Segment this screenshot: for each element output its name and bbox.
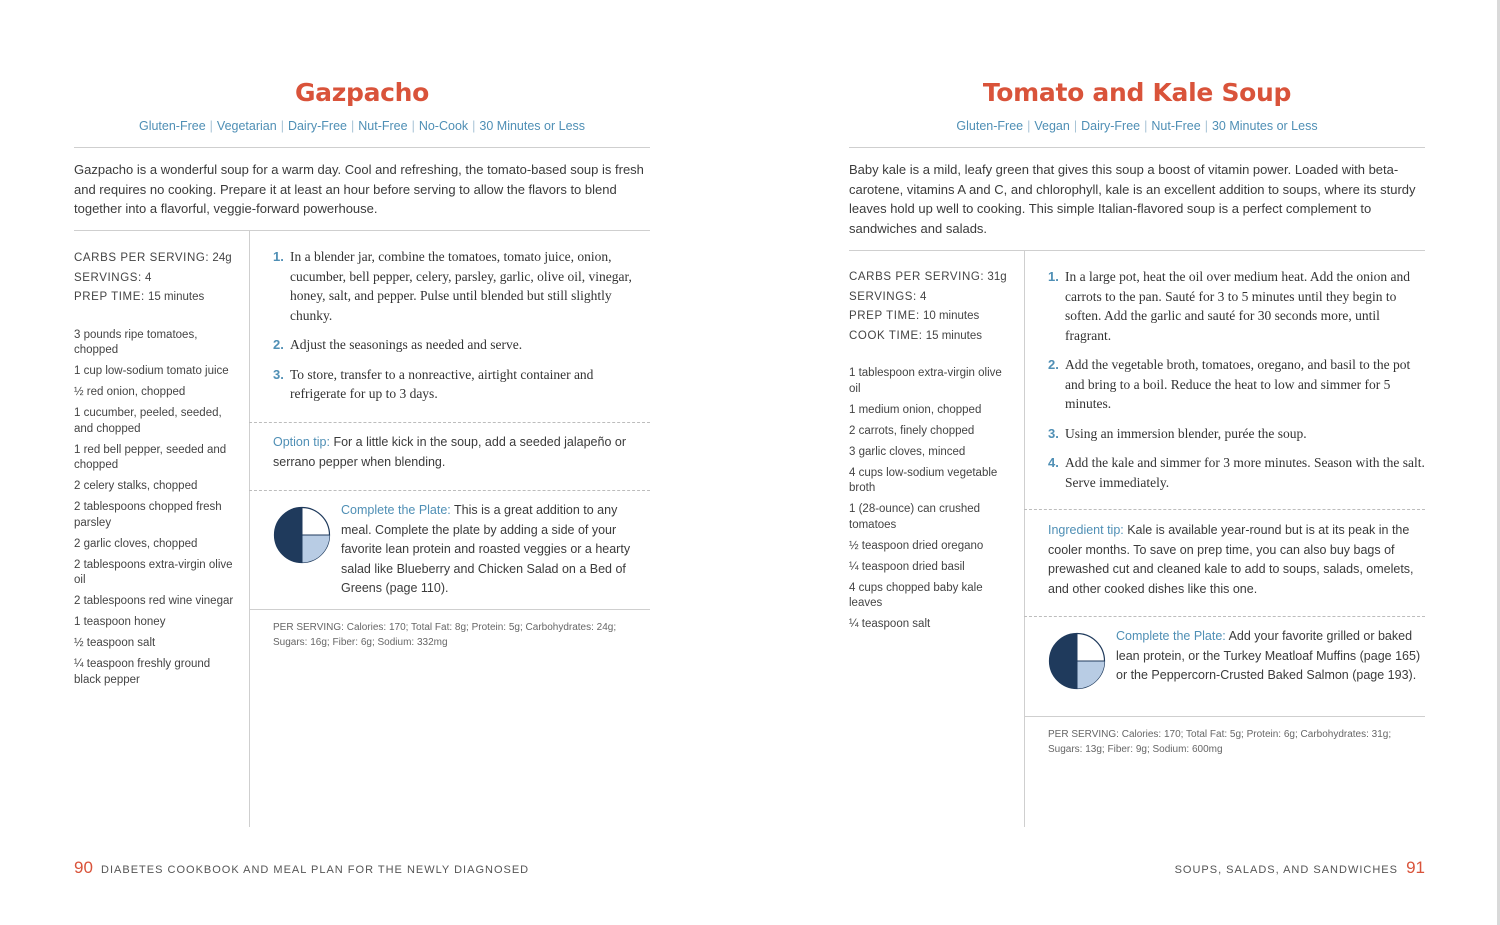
ingredient-item: 1 teaspoon honey — [74, 616, 166, 628]
ingredient-item: ¼ teaspoon salt — [849, 618, 931, 630]
ingredient-list — [849, 366, 1009, 633]
nutrition-info: PER SERVING: Calories: 170; Total Fat: 8g; Protein: 5g; Carbohydrates: 24g; Sugars: 16g; Fiber: 6g; Sodium: 332mg — [273, 622, 617, 648]
stat-carbs: CARBS PER SERVING: 31g — [849, 271, 1007, 283]
step-item: 3. To store, transfer to a nonreactive, airtight container and refrigerate for up to 3 days. — [273, 366, 594, 401]
recipe-tags: Gluten-Free | Vegetarian | Dairy-Free | Nut-Free | No-Cook | 30 Minutes or Less — [138, 119, 586, 133]
recipe-tags: Gluten-Free | Vegan | Dairy-Free | Nut-Free | 30 Minutes or Less — [956, 119, 1318, 133]
stat-prep-time: PREP TIME: 10 minutes — [849, 310, 980, 322]
ingredient-item: ½ red onion, chopped — [74, 386, 186, 398]
recipe-title: Gazpacho — [294, 78, 430, 107]
right-page: Tomato and Kale Soup Gluten-Free | Vegan | Dairy-Free | Nut-Free | 30 Minutes or Less Baby kale is a mild, leafy green that gives this soup a boost of vitamin power. Loaded with beta-carotene, vitamins A and C, and chlorophyll, kale is an excellent addition to soups, where its sturdy leaves hold up well to cooking. This simple Italian-flavored soup is a perfect complement to sandwiches and salads. CARBS PER SERVING: 31g SERVINGS: 4 PREP TIME: 10 minutes COOK TIME: 15 minutes 1 tablespoon extra-virgin olive oil 1 medium onion, chopped 2 carrots, finely chopped 3 garlic cloves, minced 4 cups low-sodium vegetable broth 1 (28-ounce) can crushed tomatoes ½ teaspoon dried oregano ¼ teaspoon dried basil 4 cups chopped baby kale leaves ¼ teaspoon salt 1. In a large pot, heat the oil over medium heat. Add the onion and carrots to the pan. Sauté for 3 to 5 minutes until they begin to soften. Add the garlic and sauté for 30 seconds more, until fragrant. 2. Add the vegetable broth, tomatoes, oregano, and basil to the pot and bring to a boil. Reduce the heat to low and simmer for 5 minutes. 3. Using an immersion blender, purée the soup. 4. Add the kale and simmer for 3 more minutes. Season with the salt. Serve immediately. Ingredient tip: Kale is available year-round but is at its peak in the cooler months. To save on prep time, you can also buy bags of prewashed cut and cleaned kale to add to soups, salads, omelets, and other cooked dishes like this one. Complete the Plate: Add your favorite grilled or baked lean protein, or the Turkey Meatloaf Muffins (page 165) or the Peppercorn-Crusted Baked Salmon (page 193). PER SERVING: Calories: 170; Total Fat: 5g; Protein: 6g; Carbohydrates: 31g; Sugars: 13g; Fiber: 9g; Sodium: 600mg SOUPS, SALADS, AND SANDWICHES 91 — [849, 78, 1425, 877]
tag: Dairy-Free — [1081, 119, 1141, 133]
dotted-divider — [1024, 509, 1425, 510]
ingredient-item: 4 cups low-sodium vegetable broth — [849, 466, 998, 494]
recipe-title: Tomato and Kale Soup — [982, 78, 1292, 107]
stat-servings: SERVINGS: 4 — [74, 271, 152, 284]
page-footer — [74, 858, 529, 878]
page-number: 91 — [1406, 858, 1425, 877]
tag: 30 Minutes or Less — [1211, 119, 1318, 133]
recipe-sidebar — [849, 268, 1024, 638]
divider — [849, 250, 1425, 251]
divider — [1024, 716, 1425, 717]
running-head: DIABETES COOKBOOK AND MEAL PLAN FOR THE NEWLY DIAGNOSED — [101, 864, 530, 876]
tag: No-Cook — [418, 119, 469, 133]
tag: Nut-Free — [358, 119, 408, 133]
step-item: 4. Add the kale and simmer for 3 more minutes. Season with the salt. Serve immediately. — [1048, 455, 1425, 490]
plate-diagram-icon — [273, 506, 331, 564]
step-item: 2. Adjust the seasonings as needed and serve. — [273, 337, 523, 352]
step-item: 1. In a blender jar, combine the tomatoes, tomato juice, onion, cucumber, bell pepper, celery, parsley, garlic, olive oil, vinegar, honey, salt, and pepper. Pulse until blended but still slightly chunky. — [273, 249, 632, 323]
column-divider — [249, 231, 250, 827]
ingredient-item: 1 tablespoon extra-virgin olive oil — [849, 367, 1002, 395]
option-tip: Option tip: For a little kick in the soup, add a seeded jalapeño or serrano pepper when blending. — [273, 435, 626, 469]
step-item: 2. Add the vegetable broth, tomatoes, oregano, and basil to the pot and bring to a boil. Reduce the heat to low and simmer for 5 minutes. — [1048, 357, 1411, 411]
ingredient-item: 1 (28-ounce) can crushed tomatoes — [849, 503, 981, 531]
ingredient-item: 1 cucumber, peeled, seeded, and chopped — [74, 407, 222, 435]
ingredient-item: ¼ teaspoon dried basil — [849, 560, 965, 573]
tag: Gluten-Free — [138, 119, 206, 133]
stat-prep-time: PREP TIME: 15 minutes — [74, 291, 205, 303]
recipe-sidebar — [74, 249, 249, 694]
ingredient-item: 3 garlic cloves, minced — [849, 445, 966, 458]
stat-carbs: CARBS PER SERVING: 24g — [74, 252, 232, 264]
nutrition-info: PER SERVING: Calories: 170; Total Fat: 5g; Protein: 6g; Carbohydrates: 31g; Sugars: 13g; Fiber: 9g; Sodium: 600mg — [1048, 729, 1392, 755]
dotted-divider — [249, 490, 650, 491]
ingredient-item: ½ teaspoon dried oregano — [849, 539, 984, 552]
tag: 30 Minutes or Less — [479, 119, 586, 133]
tag: Gluten-Free — [956, 119, 1024, 133]
step-item: 3. Using an immersion blender, purée the soup. — [1048, 425, 1307, 441]
ingredient-item: 2 tablespoons chopped fresh parsley — [74, 501, 222, 529]
dotted-divider — [249, 422, 650, 423]
left-page: Gazpacho Gluten-Free | Vegetarian | Dairy-Free | Nut-Free | No-Cook | 30 Minutes or Less Gazpacho is a wonderful soup for a warm day. Cool and refreshing, the tomato-based soup is fresh and requires no cooking. Prepare it at least an hour before serving to allow the flavors to blend together into a flavorful, veggie-forward powerhouse. CARBS PER SERVING: 24g SERVINGS: 4 PREP TIME: 15 minutes 3 pounds ripe tomatoes, chopped 1 cup low-sodium tomato juice ½ red onion, chopped 1 cucumber, peeled, seeded, and chopped 1 red bell pepper, seeded and chopped 2 celery stalks, chopped 2 tablespoons chopped fresh parsley 2 garlic cloves, chopped 2 tablespoons extra-virgin olive oil 2 tablespoons red wine vinegar 1 teaspoon honey ½ teaspoon salt ¼ teaspoon freshly ground black pepper 1. In a blender jar, combine the tomatoes, tomato juice, onion, cucumber, bell pepper, celery, parsley, garlic, olive oil, vinegar, honey, salt, and pepper. Pulse until blended but still slightly chunky. 2. Adjust the seasonings as needed and serve. 3. To store, transfer to a nonreactive, airtight container and refrigerate for up to 3 days. Option tip: For a little kick in the soup, add a seeded jalapeño or serrano pepper when blending. Complete the Plate: This is a great addition to any meal. Complete the plate by adding a side of your favorite lean protein and roasted veggies or a hearty salad like Blueberry and Chicken Salad on a Bed of Greens (page 110). PER SERVING: Calories: 170; Total Fat: 8g; Protein: 5g; Carbohydrates: 24g; Sugars: 16g; Fiber: 6g; Sodium: 332mg 90 DIABETES COOKBOOK AND MEAL PLAN FOR THE NEWLY DIAGNOSED — [74, 0, 650, 925]
ingredient-item: 2 tablespoons extra-virgin olive oil — [74, 558, 233, 586]
ingredient-item: 4 cups chopped baby kale leaves — [849, 581, 983, 609]
column-divider — [1024, 251, 1025, 827]
page-footer — [1175, 858, 1425, 878]
ingredient-item: ¼ teaspoon freshly ground black pepper — [74, 658, 211, 686]
stat-servings: SERVINGS: 4 — [849, 290, 927, 303]
ingredient-item: 2 carrots, finely chopped — [849, 424, 975, 437]
ingredient-item: 1 cup low-sodium tomato juice — [74, 365, 229, 377]
page-number: 90 — [74, 858, 93, 877]
divider — [74, 230, 650, 231]
ingredient-item: 3 pounds ripe tomatoes, chopped — [74, 328, 198, 356]
divider — [849, 147, 1425, 148]
ingredient-item: 2 celery stalks, chopped — [74, 480, 198, 492]
recipe-intro: Gazpacho is a wonderful soup for a warm day. Cool and refreshing, the tomato-based soup is fresh and requires no cooking. Prepare it at least an hour before serving to allow the flavors to blend together into a flavorful, veggie-forward powerhouse. — [74, 162, 644, 216]
divider — [249, 609, 650, 610]
ingredient-item: 1 medium onion, chopped — [849, 403, 982, 416]
tag: Nut-Free — [1151, 119, 1201, 133]
ingredient-list — [74, 328, 234, 689]
ingredient-item: ½ teaspoon salt — [74, 637, 156, 649]
ingredient-item: 1 red bell pepper, seeded and chopped — [74, 443, 227, 471]
tag: Dairy-Free — [287, 119, 347, 133]
divider — [74, 147, 650, 148]
dotted-divider — [1024, 616, 1425, 617]
ingredient-item: 2 tablespoons red wine vinegar — [74, 595, 234, 607]
ingredient-tip: Ingredient tip: Kale is available year-round but is at its peak in the cooler months. To save on prep time, you can also buy bags of prewashed cut and cleaned kale to add to soups, salads, omelets, and other cooked dishes like this one. — [1048, 523, 1414, 596]
running-head: SOUPS, SALADS, AND SANDWICHES — [1174, 864, 1398, 876]
tag: Vegetarian — [216, 119, 277, 133]
recipe-intro: Baby kale is a mild, leafy green that gives this soup a boost of vitamin power. Loaded with beta-carotene, vitamins A and C, and chlorophyll, kale is an excellent addition to soups, where its sturdy leaves hold up well to cooking. This simple Italian-flavored soup is a perfect complement to sandwiches and salads. — [849, 162, 1416, 236]
tag: Vegan — [1034, 119, 1070, 133]
ingredient-item: 2 garlic cloves, chopped — [74, 537, 198, 550]
instruction-steps — [1048, 267, 1425, 502]
instruction-steps — [273, 247, 650, 414]
stat-cook-time: COOK TIME: 15 minutes — [849, 329, 982, 342]
step-item: 1. In a large pot, heat the oil over medium heat. Add the onion and carrots to the pan. Sauté for 3 to 5 minutes until they begin to soften. Add the garlic and sauté for 30 seconds more, until fragrant. — [1048, 269, 1411, 343]
plate-diagram-icon — [1048, 632, 1106, 690]
